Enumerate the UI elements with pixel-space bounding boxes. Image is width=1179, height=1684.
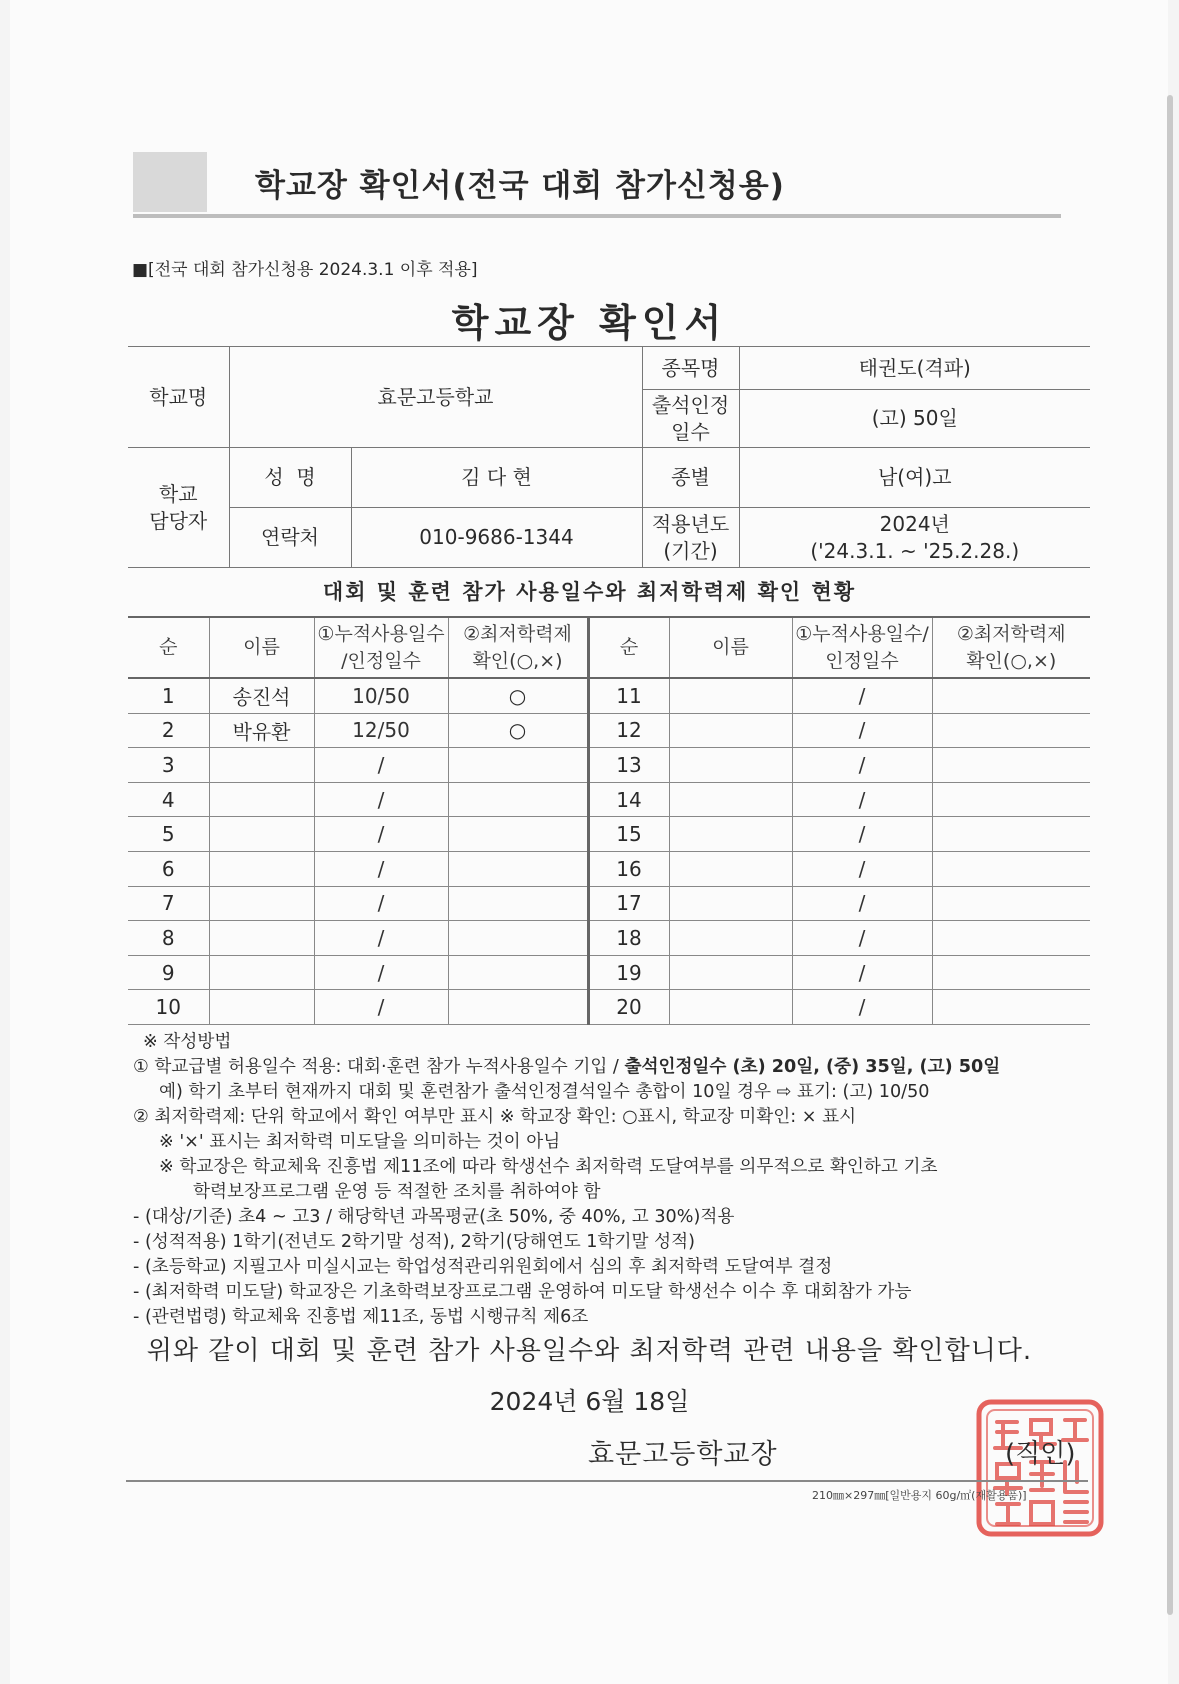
col-min-left-line2: 확인(○,×)	[472, 649, 563, 672]
note-2-b: ※ 학교장은 학교체육 진흥법 제11조에 따라 학생선수 최저학력 도달여부를 의무적으로 확인하고 기초	[159, 1157, 938, 1177]
gender-value: 남(여)고	[739, 448, 1090, 508]
col-days-left-line1: ①누적사용일수	[317, 622, 445, 645]
row-name-right	[669, 782, 792, 817]
col-days-right-line2: 인정일수	[825, 649, 899, 672]
row-no-left: 7	[128, 886, 209, 921]
row-name-left	[209, 955, 314, 990]
row-days-left: /	[314, 817, 448, 852]
row-days-left: /	[314, 990, 448, 1025]
row-min-right	[932, 990, 1090, 1025]
row-no-left: 6	[128, 851, 209, 886]
row-name-left: 박유환	[209, 713, 314, 748]
year-label-line2: (기간)	[663, 538, 718, 563]
row-no-right: 15	[588, 817, 669, 852]
info-table	[128, 346, 1090, 568]
note-2-b-cont: 학력보장프로그램 운영 등 적절한 조치를 취하여야 함	[193, 1182, 601, 1202]
row-days-left: /	[314, 748, 448, 783]
notes-heading: ※ 작성방법	[143, 1032, 232, 1052]
manager-label-line1: 학교	[158, 481, 198, 506]
attendance-value: (고) 50일	[739, 390, 1090, 448]
row-no-left: 1	[128, 678, 209, 713]
row-min-right	[932, 713, 1090, 748]
row-no-left: 4	[128, 782, 209, 817]
row-no-right: 16	[588, 851, 669, 886]
notice-line: ■[전국 대회 참가신청용 2024.3.1 이후 적용]	[132, 260, 478, 280]
col-name-right: 이름	[669, 617, 792, 678]
col-days-right-line1: ①누적사용일수/	[795, 622, 929, 645]
note-1	[133, 1055, 1093, 1080]
row-days-right: /	[792, 817, 932, 852]
table-row	[128, 886, 1090, 921]
col-days-left	[314, 617, 448, 678]
row-min-left	[448, 955, 588, 990]
row-name-right	[669, 886, 792, 921]
col-min-right-line2: 확인(○,×)	[966, 649, 1057, 672]
note-2-a: ※ '×' 표시는 최저학력 미도달을 의미하는 것이 아님	[159, 1132, 561, 1152]
row-days-right: /	[792, 713, 932, 748]
contact-value: 010-9686-1344	[351, 508, 642, 568]
row-name-right	[669, 921, 792, 956]
row-days-right: /	[792, 851, 932, 886]
section-title: 대회 및 훈련 참가 사용일수와 최저학력제 확인 현황	[322, 580, 857, 604]
col-min-left	[448, 617, 588, 678]
header-underline	[133, 214, 1061, 218]
row-no-right: 11	[588, 678, 669, 713]
row-no-left: 2	[128, 713, 209, 748]
col-days-left-line2: /인정일수	[341, 649, 421, 672]
row-min-left	[448, 782, 588, 817]
name-label: 성 명	[229, 448, 351, 508]
row-no-right: 18	[588, 921, 669, 956]
row-no-left: 10	[128, 990, 209, 1025]
manager-label-line2: 담당자	[149, 508, 208, 533]
col-no-right: 순	[588, 617, 669, 678]
row-min-left	[448, 748, 588, 783]
col-name-left: 이름	[209, 617, 314, 678]
seal-label: (직인)	[1005, 1439, 1076, 1469]
note-2: ② 최저학력제: 단위 학교에서 확인 여부만 표시 ※ 학교장 확인: ○표시, 학교장 미확인: × 표시	[133, 1107, 857, 1127]
row-min-right	[932, 817, 1090, 852]
event-value: 태권도(격파)	[739, 347, 1090, 390]
year-period: ('24.3.1. ~ '25.2.28.)	[810, 538, 1020, 563]
row-min-left	[448, 886, 588, 921]
manager-label	[128, 448, 229, 568]
detail-4: - (최저학력 미도달) 학교장은 기초학력보장프로그램 운영하여 미도달 학생선수 이수 후 대회참가 가능	[133, 1282, 912, 1302]
row-days-right: /	[792, 782, 932, 817]
table-row	[128, 678, 1090, 713]
row-days-left: /	[314, 955, 448, 990]
row-days-left: /	[314, 851, 448, 886]
row-min-right	[932, 748, 1090, 783]
row-name-left	[209, 817, 314, 852]
row-min-right	[932, 782, 1090, 817]
row-min-right	[932, 886, 1090, 921]
row-name-right	[669, 678, 792, 713]
detail-5: - (관련법령) 학교체육 진흥법 제11조, 동법 시행규칙 제6조	[133, 1307, 589, 1327]
row-name-left	[209, 886, 314, 921]
row-name-right	[669, 955, 792, 990]
school-name-value: 효문고등학교	[229, 347, 642, 448]
row-min-left	[448, 851, 588, 886]
row-name-left	[209, 782, 314, 817]
table-row	[128, 921, 1090, 956]
row-min-left: ○	[448, 678, 588, 713]
attendance-label	[642, 390, 739, 448]
detail-2: - (성적적용) 1학기(전년도 2학기말 성적), 2학기(당해연도 1학기말 성적)	[133, 1232, 695, 1252]
row-name-right	[669, 990, 792, 1025]
note-1-example: 예) 학기 초부터 현재까지 대회 및 훈련참가 출석인정결석일수 총합이 10일 경우 ⇨ 표기: (고) 10/50	[159, 1082, 930, 1102]
row-min-left	[448, 817, 588, 852]
records-body	[128, 678, 1090, 1024]
row-no-left: 9	[128, 955, 209, 990]
col-min-left-line1: ②최저학력제	[463, 622, 572, 645]
contact-label: 연락처	[229, 508, 351, 568]
main-title: 학교장 확인서	[451, 301, 728, 345]
paper-spec: 210㎜×297㎜[일반용지 60g/㎡(재활용품)]	[812, 1489, 1027, 1502]
row-min-right	[932, 955, 1090, 990]
col-days-right	[792, 617, 932, 678]
table-row	[128, 748, 1090, 783]
row-name-right	[669, 817, 792, 852]
instructions	[133, 1030, 1093, 1330]
row-days-right: /	[792, 748, 932, 783]
header-title: 학교장 확인서(전국 대회 참가신청용)	[255, 168, 785, 204]
row-min-left	[448, 990, 588, 1025]
sign-date: 2024년 6월 18일	[489, 1387, 690, 1416]
row-min-right	[932, 851, 1090, 886]
gender-label: 종별	[642, 448, 739, 508]
row-days-left: 10/50	[314, 678, 448, 713]
row-min-left	[448, 921, 588, 956]
row-no-right: 12	[588, 713, 669, 748]
header-gray-box	[133, 152, 207, 212]
row-no-right: 19	[588, 955, 669, 990]
row-no-left: 3	[128, 748, 209, 783]
table-row	[128, 851, 1090, 886]
col-no-left: 순	[128, 617, 209, 678]
year-label	[642, 508, 739, 568]
row-name-left	[209, 748, 314, 783]
row-days-right: /	[792, 990, 932, 1025]
note-1-bold: 출석인정일수 (초) 20일, (중) 35일, (고) 50일	[624, 1057, 1001, 1077]
row-name-right	[669, 851, 792, 886]
year-label-line1: 적용년도	[651, 511, 730, 536]
row-name-right	[669, 713, 792, 748]
row-no-right: 17	[588, 886, 669, 921]
row-days-left: /	[314, 921, 448, 956]
row-name-left	[209, 990, 314, 1025]
row-name-right	[669, 748, 792, 783]
table-row	[128, 955, 1090, 990]
attendance-label-line1: 출석인정	[651, 392, 730, 417]
col-min-right	[932, 617, 1090, 678]
col-min-right-line1: ②최저학력제	[956, 622, 1066, 645]
row-days-left: 12/50	[314, 713, 448, 748]
row-min-right	[932, 921, 1090, 956]
bottom-rule	[126, 1480, 1088, 1482]
table-row	[128, 817, 1090, 852]
school-name-label: 학교명	[128, 347, 229, 448]
row-name-left	[209, 851, 314, 886]
row-name-left: 송진석	[209, 678, 314, 713]
detail-3: - (초등학교) 지필고사 미실시교는 학업성적관리위원회에서 심의 후 최저학력 도달여부 결정	[133, 1257, 833, 1277]
row-no-right: 13	[588, 748, 669, 783]
row-no-left: 5	[128, 817, 209, 852]
row-days-left: /	[314, 886, 448, 921]
note-1-text: ① 학교급별 허용일수 적용: 대회·훈련 참가 누적사용일수 기입 /	[133, 1057, 625, 1077]
row-days-right: /	[792, 921, 932, 956]
row-no-right: 20	[588, 990, 669, 1025]
name-value: 김 다 현	[351, 448, 642, 508]
event-label: 종목명	[642, 347, 739, 390]
table-row	[128, 990, 1090, 1025]
principal-title: 효문고등학교장	[588, 1439, 778, 1470]
table-row	[128, 782, 1090, 817]
row-no-right: 14	[588, 782, 669, 817]
attendance-label-line2: 일수	[671, 419, 710, 444]
records-table	[128, 616, 1090, 1025]
row-days-left: /	[314, 782, 448, 817]
confirm-statement: 위와 같이 대회 및 훈련 참가 사용일수와 최저학력 관련 내용을 확인합니다.	[146, 1336, 1033, 1366]
row-days-right: /	[792, 955, 932, 990]
row-days-right: /	[792, 678, 932, 713]
detail-1: - (대상/기준) 초4 ~ 고3 / 해당학년 과목평균(초 50%, 중 40%, 고 30%)적용	[133, 1207, 735, 1227]
year-value-line1: 2024년	[879, 511, 950, 536]
row-days-right: /	[792, 886, 932, 921]
row-name-left	[209, 921, 314, 956]
row-min-right	[932, 678, 1090, 713]
row-no-left: 8	[128, 921, 209, 956]
year-value	[739, 508, 1090, 568]
table-row	[128, 713, 1090, 748]
row-min-left: ○	[448, 713, 588, 748]
